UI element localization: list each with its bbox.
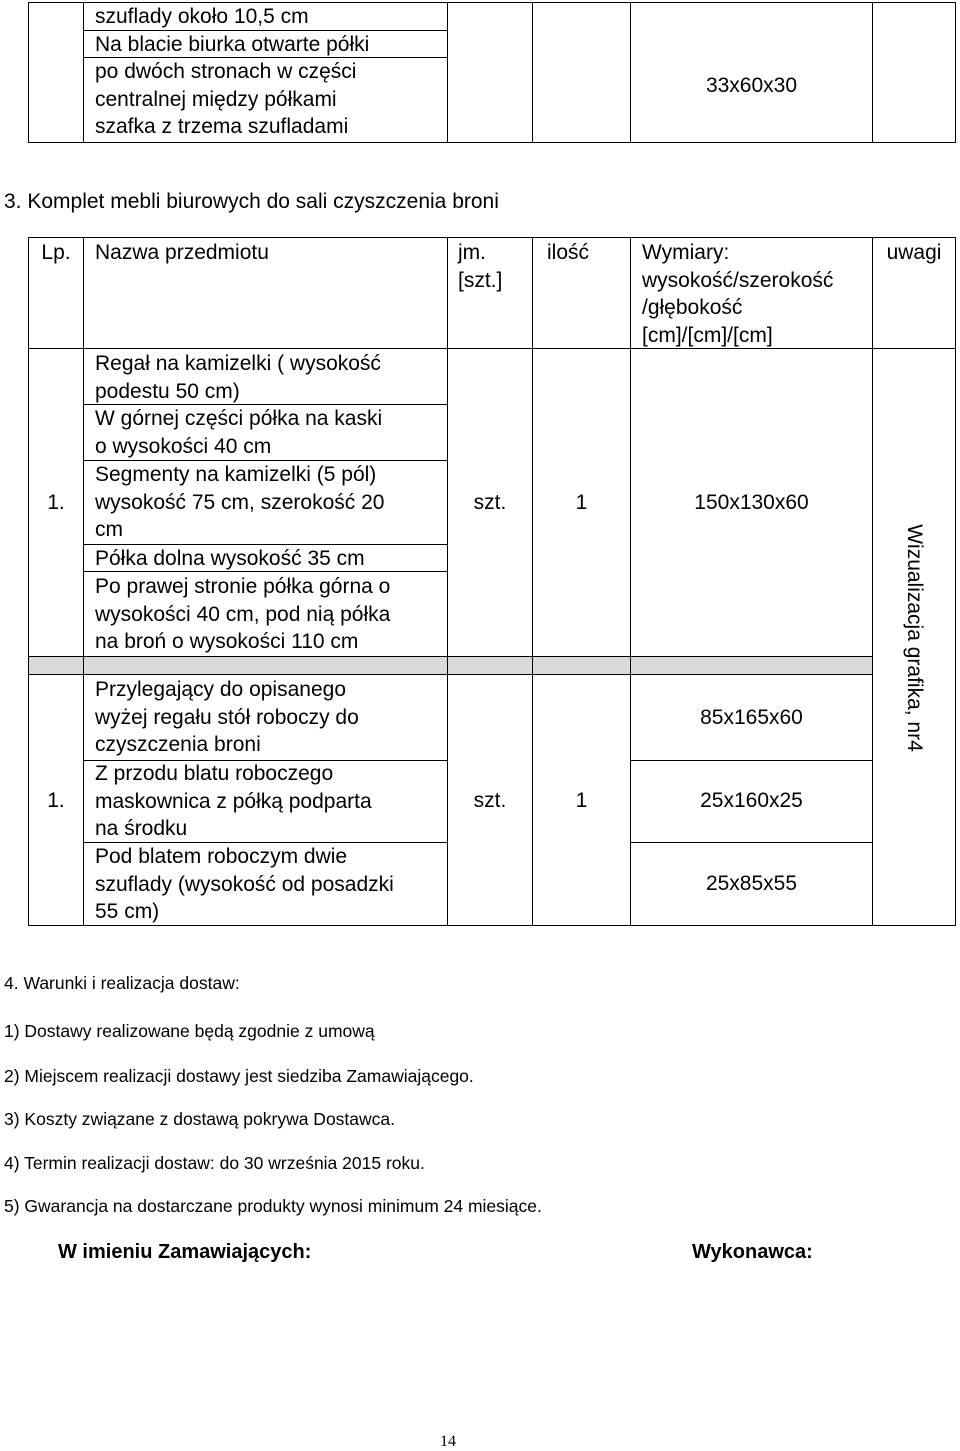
row2-sub2-line-2: maskownica z półką podparta xyxy=(95,789,372,813)
row1-sub1 xyxy=(95,350,381,405)
top-line-2: Na blacie biurka otwarte półki xyxy=(95,32,370,56)
row1-qty: 1 xyxy=(575,491,588,514)
top-line-1: szuflady około 10,5 cm xyxy=(95,5,309,28)
row2-sub3-line-3: 55 cm) xyxy=(95,900,160,923)
row2-dims-3: 25x85x55 xyxy=(705,872,798,895)
row1-sub3 xyxy=(95,461,384,544)
row2-sub3-line-1: Pod blatem roboczym dwie xyxy=(95,845,348,868)
row1-sub1-line-2: podestu 50 cm) xyxy=(95,379,240,403)
signature-right: Wykonawca: xyxy=(692,1241,813,1263)
row1-sub5 xyxy=(95,573,390,656)
header-dims-line-3: /głębokość xyxy=(642,296,743,319)
row2-sub1-line-1: Przylegający do opisanego xyxy=(95,678,346,701)
row1-sub2 xyxy=(95,405,382,460)
top-line-4: centralnej między półkami xyxy=(95,87,337,111)
row2-qty: 1 xyxy=(575,789,588,812)
page-number: 14 xyxy=(440,1433,456,1450)
row2-lp: 1. xyxy=(47,789,65,812)
row2-dims-1: 85x165x60 xyxy=(700,706,803,729)
header-name: Nazwa przedmiotu xyxy=(95,241,269,264)
row1-sub3-line-1: Segmenty na kamizelki (5 pól) xyxy=(95,463,377,486)
row2-sub3 xyxy=(95,843,394,926)
row2-dims-2: 25x160x25 xyxy=(700,789,803,812)
header-unit xyxy=(458,239,502,294)
row2-unit: szt. xyxy=(473,789,507,812)
row1-unit: szt. xyxy=(473,491,507,514)
row1-sub3-line-2: wysokość 75 cm, szerokość 20 xyxy=(95,490,385,514)
row2-sub1 xyxy=(95,676,359,759)
header-unit-line-1: jm. xyxy=(458,241,486,264)
header-dims-line-1: Wymiary: xyxy=(642,241,730,264)
row1-sub2-line-2: o wysokości 40 cm xyxy=(95,434,272,458)
header-dims-line-4: [cm]/[cm]/[cm] xyxy=(642,323,773,347)
row1-dims: 150x130x60 xyxy=(694,491,809,514)
header-dims xyxy=(642,239,833,349)
notes-vertical-text: Wizualizacja grafika, nr4 xyxy=(903,524,926,752)
row1-sub3-line-3: cm xyxy=(95,518,123,541)
row1-sub5-line-1: Po prawej stronie półka górna o xyxy=(95,575,391,598)
row1-sub2-line-1: W górnej części półka na kaski xyxy=(95,407,383,430)
top-table-dimension: 33x60x30 xyxy=(705,74,798,97)
section-3-heading: 3. Komplet mebli biurowych do sali czyszczenia broni xyxy=(4,190,499,213)
row2-sub2-line-1: Z przodu blatu roboczego xyxy=(95,762,334,785)
row1-sub4 xyxy=(95,545,365,573)
top-line-3: po dwóch stronach w części xyxy=(95,60,357,83)
row2-sub3-line-2: szuflady (wysokość od posadzki xyxy=(95,872,394,896)
condition-item-1: 1) Dostawy realizowane będą zgodnie z umową xyxy=(4,1021,375,1041)
row1-sub5-line-3: na broń o wysokości 110 cm xyxy=(95,630,359,653)
top-line-5: szafka z trzema szufladami xyxy=(95,115,349,138)
condition-item-3: 3) Koszty związane z dostawą pokrywa Dostawca. xyxy=(4,1109,395,1129)
row2-sub1-line-3: czyszczenia broni xyxy=(95,733,261,756)
row2-sub2-line-3: na środku xyxy=(95,817,188,840)
row1-sub4-line-1: Półka dolna wysokość 35 cm xyxy=(95,547,365,570)
top-table-name-cell xyxy=(95,3,445,141)
row1-sub5-line-2: wysokości 40 cm, pod nią półka xyxy=(95,602,391,626)
signature-left: W imieniu Zamawiających: xyxy=(58,1241,312,1263)
section-4-heading: 4. Warunki i realizacja dostaw: xyxy=(4,973,240,993)
condition-item-4: 4) Termin realizacji dostaw: do 30 września 2015 roku. xyxy=(4,1153,425,1173)
row2-sub1-line-2: wyżej regału stół roboczy do xyxy=(95,705,359,729)
condition-item-2: 2) Miejscem realizacji dostawy jest siedziba Zamawiającego. xyxy=(4,1066,474,1086)
header-lp: Lp. xyxy=(41,241,71,264)
row2-sub2 xyxy=(95,760,372,843)
header-qty: ilość xyxy=(546,241,589,264)
header-unit-line-2: [szt.] xyxy=(458,268,503,292)
row1-sub1-line-1: Regał na kamizelki ( wysokość xyxy=(95,352,381,375)
header-notes: uwagi xyxy=(886,241,942,264)
row1-lp: 1. xyxy=(47,491,65,514)
header-dims-line-2: wysokość/szerokość xyxy=(642,268,834,292)
condition-item-5: 5) Gwarancja na dostarczane produkty wynosi minimum 24 miesiące. xyxy=(4,1196,542,1216)
